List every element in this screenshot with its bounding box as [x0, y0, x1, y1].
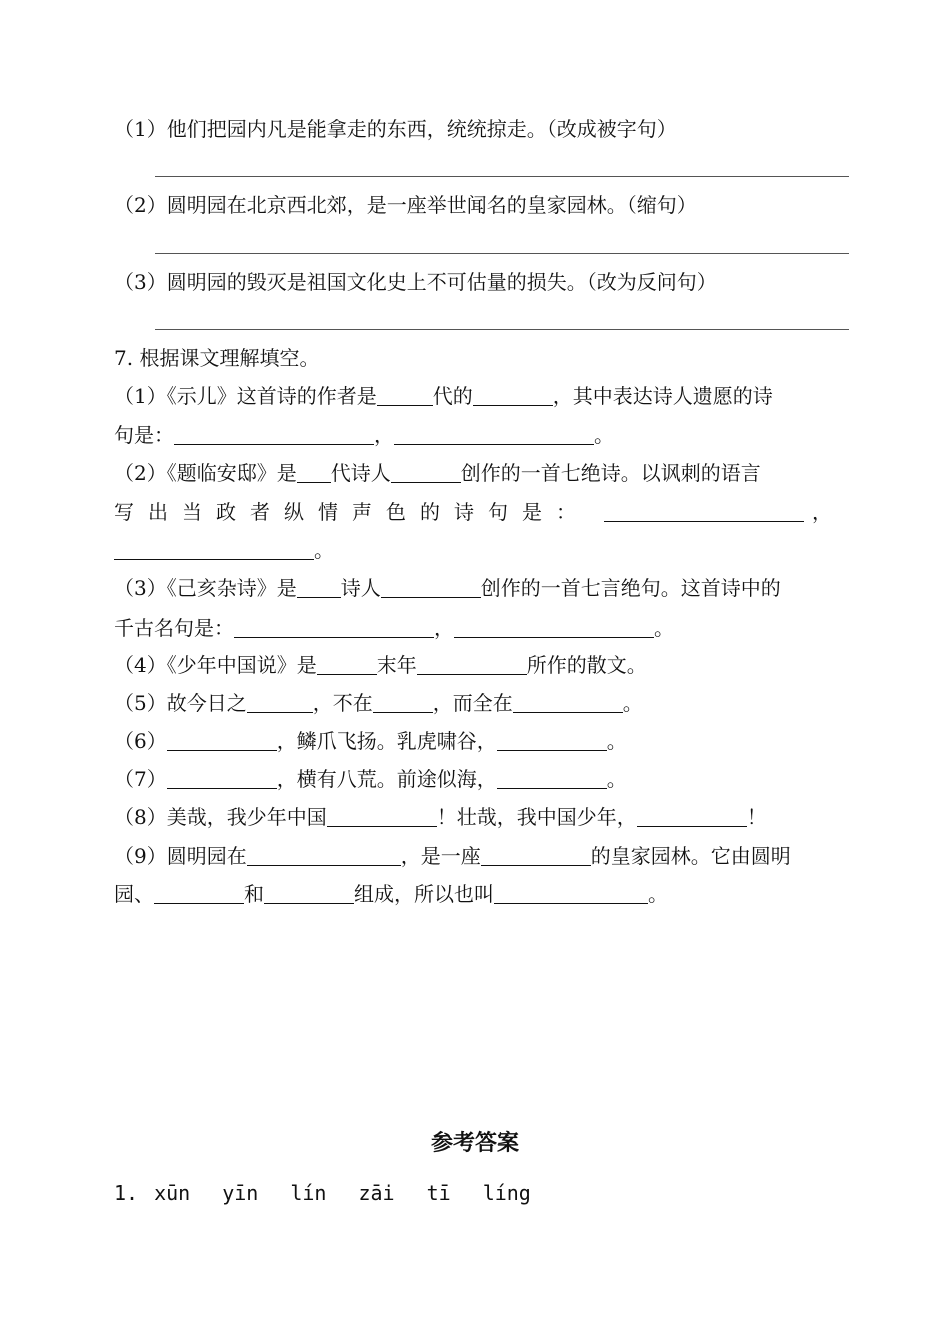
item-7-3-cont: 千古名句是： ， 。 [114, 616, 674, 640]
item-7-3: （3）《己亥杂诗》是 诗人 创作的一首七言绝句。这首诗中的 [114, 576, 781, 600]
answer-line [155, 253, 849, 254]
question-6-3: （3）圆明园的毁灭是祖国文化史上不可估量的损失。（改为反问句） [114, 270, 717, 294]
question-6-1: （1）他们把园内凡是能拿走的东西，统统掠走。（改成被字句） [114, 117, 677, 141]
pinyin-item: líng [482, 1181, 531, 1205]
item-7-5: （5）故今日之 ，不在 ，而全在 。 [114, 691, 643, 715]
item-7-8: （8）美哉，我少年中国 ！壮哉，我中国少年， ！ [114, 805, 767, 829]
pinyin-item: lín [290, 1181, 327, 1205]
item-7-1: （1）《示儿》这首诗的作者是 代的 ，其中表达诗人遗愿的诗 [114, 384, 773, 408]
section-7-heading: 7. 根据课文理解填空。 [114, 346, 320, 370]
item-7-2-cont2: 。 [114, 535, 850, 565]
answers-title: 参考答案 [430, 1131, 519, 1156]
pinyin-item: tī [426, 1181, 451, 1205]
item-7-2: （2）《题临安邸》是 代诗人 创作的一首七绝诗。以讽刺的语言 [114, 461, 761, 485]
pinyin-item: xūn [154, 1181, 191, 1205]
item-7-9: （9）圆明园在 ，是一座 的皇家园林。它由圆明 [114, 844, 791, 868]
question-6-2: （2）圆明园在北京西北郊，是一座举世闻名的皇家园林。（缩句） [114, 193, 697, 217]
answer-number: 1. [114, 1181, 139, 1205]
item-7-6: （6） ，鳞爪飞扬。乳虎啸谷， 。 [114, 729, 627, 753]
item-7-4: （4）《少年中国说》是 末年 所作的散文。 [114, 653, 647, 677]
item-7-2-cont: 写出当政者纵情声色的诗句是： ， [114, 500, 846, 524]
item-7-7: （7） ，横有八荒。前途似海， 。 [114, 767, 627, 791]
item-7-1-cont: 句是： ， 。 [114, 423, 614, 447]
answer-1 [114, 1178, 563, 1208]
answer-line [155, 329, 849, 330]
pinyin-item: yīn [222, 1181, 259, 1205]
answer-line [155, 176, 849, 177]
item-7-9-cont: 园、 和 组成，所以也叫 。 [114, 882, 668, 906]
pinyin-item: zāi [358, 1181, 395, 1205]
